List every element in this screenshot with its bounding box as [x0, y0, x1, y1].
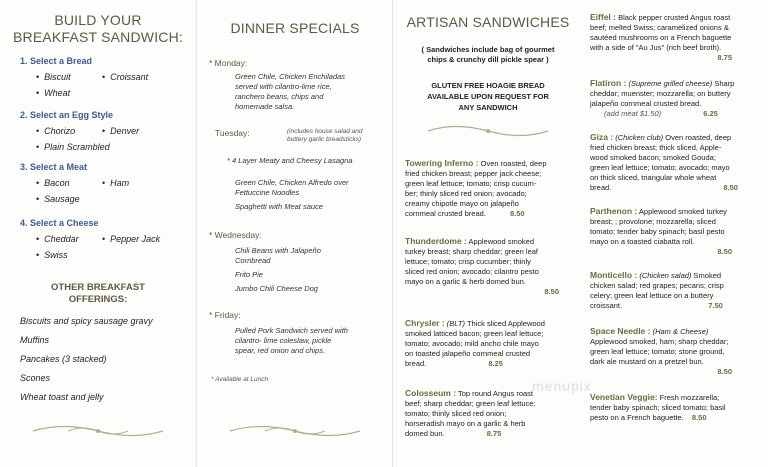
- item-tag: (Chicken club): [615, 133, 664, 142]
- item-desc: on toasted jalapeño cornmeal crusted: [405, 349, 531, 358]
- sandwich-includes-note: [403, 45, 573, 65]
- item-name: Flatiron :: [590, 78, 627, 88]
- side-item: Muffins: [20, 335, 50, 345]
- item-price: 8.50: [717, 247, 732, 256]
- lunch-note-text: Available at Lunch: [215, 376, 269, 383]
- tuesday-item: 4 Layer Meaty and Cheesy Lasagna: [232, 156, 353, 165]
- step-egg: 2. Select an Egg Style: [20, 110, 114, 120]
- includes-line: ( Sandwiches include bag of gourmet: [421, 45, 555, 54]
- wednesday-item: Cornbread: [235, 256, 271, 265]
- item-desc: chicken salad; red grapes; pecans; crisp: [590, 281, 724, 290]
- menu-item-giza: [590, 132, 766, 193]
- friday-line: cilantro- lime coleslaw, pickle: [235, 336, 332, 345]
- menu-item-colosseum: [405, 388, 577, 439]
- item-desc: cornmeal crusted bread.: [405, 209, 486, 218]
- option-biscuit: • Biscuit: [36, 72, 71, 82]
- item-desc: tender baby spinach; sliced tomato; basil: [590, 403, 726, 412]
- item-price: 8.50: [509, 209, 525, 218]
- item-price: 8.50: [723, 183, 738, 192]
- other-title-line2: OFFERINGS:: [68, 294, 128, 305]
- gluten-free-line: ANY SANDWICH: [458, 103, 518, 112]
- item-desc: smoked latticed bacon; green leaf lettuce;: [405, 329, 544, 338]
- item-desc: Fresh mozzarella;: [659, 393, 720, 402]
- item-desc: mayo on a garlic & herb domed bun.: [405, 277, 526, 286]
- item-desc: green leaf lettuce; tomato; avocado; mayo: [590, 163, 730, 172]
- item-desc: Oven roasted, deep: [480, 159, 547, 168]
- includes-line: chips & crunchy dill pickle spear ): [427, 55, 549, 64]
- option-chorizo: • Chorizo: [36, 126, 75, 136]
- gluten-free-note: [403, 80, 573, 113]
- menu-item-venetian-veggie: [590, 392, 766, 423]
- item-desc: fried chicken breast; pepper jack cheese;: [405, 169, 542, 178]
- option-bacon: • Bacon: [36, 178, 70, 188]
- menu-item-thunderdome: [405, 236, 577, 297]
- item-desc: bread.: [590, 183, 612, 192]
- day-wednesday: * Wednesday:: [209, 230, 262, 240]
- item-desc: sautéed mushrooms on a French baguette: [590, 33, 732, 42]
- tuesday-note-line: (includes house salad and: [287, 128, 363, 135]
- item-desc: jalapeño cornmeal crusted bread.: [590, 99, 702, 108]
- wednesday-special: [235, 246, 321, 266]
- breakfast-column: [0, 0, 196, 467]
- artisan-sandwiches-title: ARTISAN SANDWICHES: [406, 14, 570, 30]
- item-price: 8.50: [717, 367, 732, 376]
- tuesday-special: [235, 178, 349, 198]
- menu-item-eiffel: [590, 12, 766, 63]
- day-wednesday-label: Wednesday:: [214, 230, 262, 240]
- item-desc: pesto on a French baguette.: [590, 413, 684, 422]
- item-desc: Applewood smoked, ham; sharp cheddar;: [590, 337, 729, 346]
- item-desc: ber; thinly sliced red onion; avocado;: [405, 189, 527, 198]
- menu-item-space-needle: [590, 326, 766, 377]
- option-denver: • Denver: [102, 126, 139, 136]
- tuesday-note: [287, 128, 363, 144]
- wednesday-special: Jumbo Chili Cheese Dog: [235, 284, 318, 293]
- other-title-line1: OTHER BREAKFAST: [51, 282, 145, 293]
- item-desc: breast; ; provolone; mozzarella; sliced: [590, 217, 716, 226]
- item-desc: with a side of "Au Jus" (rich beef broth).: [590, 43, 722, 52]
- flourish-ornament-icon: [225, 424, 365, 438]
- item-desc: Applewood smoked: [468, 237, 534, 246]
- option-cheddar: • Cheddar: [36, 234, 79, 244]
- item-name: Chrysler :: [405, 318, 445, 328]
- monday-line: ranchero beans, chips and: [235, 92, 324, 101]
- item-tag: (Supreme grilled cheese): [628, 79, 713, 88]
- tuesday-special: Spaghetti with Meat sauce: [235, 202, 323, 211]
- item-desc: beef; melted Swiss; caramelized onions &: [590, 23, 729, 32]
- menu-item-monticello: [590, 270, 766, 311]
- item-name: Giza :: [590, 132, 614, 142]
- item-price: 7.50: [708, 301, 723, 310]
- item-tag: (BLT): [446, 319, 465, 328]
- item-name: Thunderdome :: [405, 236, 467, 246]
- dinner-specials-title: DINNER SPECIALS: [230, 20, 360, 36]
- option-croissant: • Croissant: [102, 72, 148, 82]
- add-meat-note: (add meat $1.50): [604, 109, 662, 118]
- day-monday-label: Monday:: [214, 58, 248, 68]
- item-desc: Black pepper crusted Angus roast: [618, 13, 731, 22]
- item-desc: cheddar; muenster; mozzarella; on buttery: [590, 89, 731, 98]
- flourish-ornament-icon: [28, 424, 168, 438]
- item-desc: beef; sharp cheddar; green leaf lettuce;: [405, 399, 536, 408]
- monday-line: Green Chile, Chicken Enchiladas: [235, 72, 346, 81]
- day-friday: * Friday:: [209, 310, 241, 320]
- day-tuesday: Tuesday:: [215, 128, 250, 138]
- item-desc: Applewood smoked turkey: [638, 207, 727, 216]
- item-name: Eiffel :: [590, 12, 616, 22]
- item-desc: croissant.: [590, 301, 623, 310]
- wednesday-item: Chili Beans with Jalapeño: [235, 246, 321, 255]
- item-tag: (Chicken salad): [639, 271, 692, 280]
- item-desc: dark ale mustard on a pretzel bun.: [590, 357, 704, 366]
- item-desc: tomato; thinly sliced red onion;: [405, 409, 507, 418]
- item-tag: (Ham & Cheese): [652, 327, 709, 336]
- item-desc: Sharp: [714, 79, 735, 88]
- lunch-note: * Available at Lunch: [211, 376, 269, 383]
- dinner-specials-column: [196, 0, 392, 467]
- item-desc: creamy chipotle mayo on jalapeño: [405, 199, 519, 208]
- item-desc: Top round Angus roast: [457, 389, 534, 398]
- menu-item-chrysler: [405, 318, 577, 369]
- monday-line: served with cilantro-lime rice,: [235, 82, 332, 91]
- day-friday-label: Friday:: [214, 310, 241, 320]
- item-name: Monticello :: [590, 270, 638, 280]
- item-desc: lettuce; tomato; crisp cucumber; thinly: [405, 257, 531, 266]
- other-breakfast-title: [0, 282, 196, 306]
- option-plain-scrambled: • Plain Scrambled: [36, 142, 110, 152]
- friday-line: spear, red onion and chips.: [235, 346, 326, 355]
- item-desc: Smoked: [693, 271, 722, 280]
- friday-line: Pulled Pork Sandwich served with: [235, 326, 348, 335]
- item-price: 8.50: [544, 287, 559, 296]
- friday-special: [235, 326, 348, 356]
- breakfast-title: [0, 12, 196, 46]
- tuesday-note-line: buttery garlic breadsticks): [287, 136, 362, 143]
- tuesday-item: Green Chile, Chicken Alfredo over: [235, 178, 349, 187]
- side-item: Wheat toast and jelly: [20, 392, 104, 402]
- item-desc: bread.: [405, 359, 427, 368]
- step-cheese: 4. Select a Cheese: [20, 218, 99, 228]
- item-name: Venetian Veggie:: [590, 392, 658, 402]
- menu-item-parthenon: [590, 206, 766, 257]
- tuesday-item: Fettuccine Noodles: [235, 188, 300, 197]
- item-price: 8.50: [691, 413, 707, 422]
- item-desc: sliced red onion; avocado; cilantro pesto: [405, 267, 539, 276]
- breakfast-title-line2: BREAKFAST SANDWICH:: [12, 29, 184, 45]
- watermark: menupix: [532, 378, 592, 394]
- item-desc: green leaf lettuce; tomato; crisp cucum-: [405, 179, 537, 188]
- item-desc: fried chicken breast; thick sliced, Apple-: [590, 143, 722, 152]
- day-monday: * Monday:: [209, 58, 248, 68]
- item-desc: wood smoked bacon; smoked Gouda;: [590, 153, 716, 162]
- artisan-sandwiches-column: [392, 0, 582, 467]
- option-ham: • Ham: [102, 178, 129, 188]
- artisan-sandwiches-column-2: [582, 0, 768, 467]
- step-meat: 3. Select a Meat: [20, 162, 88, 172]
- wednesday-special: Frito Pie: [235, 270, 263, 279]
- item-price: 8.75: [717, 53, 732, 62]
- item-desc: celery; green leaf lettuce on a buttery: [590, 291, 714, 300]
- item-desc: on thick sliced, triangular whole wheat: [590, 173, 717, 182]
- option-wheat: • Wheat: [36, 88, 70, 98]
- item-name: Space Needle :: [590, 326, 651, 336]
- item-price: 8.75: [486, 429, 502, 438]
- item-desc: turkey breast; sharp cheddar; green leaf: [405, 247, 538, 256]
- menu-item-towering-inferno: [405, 158, 577, 219]
- menu-item-flatiron: [590, 78, 766, 119]
- gluten-free-line: GLUTEN FREE HOAGIE BREAD: [431, 81, 545, 90]
- flourish-ornament-icon: [423, 124, 553, 138]
- option-sausage: • Sausage: [36, 194, 80, 204]
- item-desc: domed bun.: [405, 429, 445, 438]
- item-name: Towering Inferno :: [405, 158, 479, 168]
- item-desc: Thick sliced Applewood: [466, 319, 545, 328]
- monday-special: [235, 72, 345, 112]
- tuesday-special: * 4 Layer Meaty and Cheesy Lasagna: [227, 156, 353, 165]
- option-swiss: • Swiss: [36, 250, 68, 260]
- item-name: Parthenon :: [590, 206, 638, 216]
- side-item: Pancakes (3 stacked): [20, 354, 107, 364]
- item-price: 6.25: [703, 109, 718, 118]
- item-desc: Oven roasted, deep: [665, 133, 732, 142]
- monday-line: homemade salsa.: [235, 102, 295, 111]
- item-desc: mayo on a toasted ciabatta roll.: [590, 237, 695, 246]
- breakfast-title-line1: BUILD YOUR: [54, 12, 142, 28]
- gluten-free-line: AVAILABLE UPON REQUEST FOR: [427, 92, 549, 101]
- option-pepper-jack: • Pepper Jack: [102, 234, 160, 244]
- step-bread: 1. Select a Bread: [20, 56, 93, 66]
- item-price: 8.25: [488, 359, 503, 368]
- side-item: Scones: [20, 373, 51, 383]
- item-desc: tomato; avocado; mild ancho chile mayo: [405, 339, 539, 348]
- item-desc: green leaf lettuce; tomato; stone ground,: [590, 347, 725, 356]
- item-desc: horseradish mayo on a garlic & herb: [405, 419, 526, 428]
- side-item: Biscuits and spicy sausage gravy: [20, 316, 153, 326]
- item-desc: tomato; tender baby spinach; basil pesto: [590, 227, 725, 236]
- item-name: Colosseum :: [405, 388, 457, 398]
